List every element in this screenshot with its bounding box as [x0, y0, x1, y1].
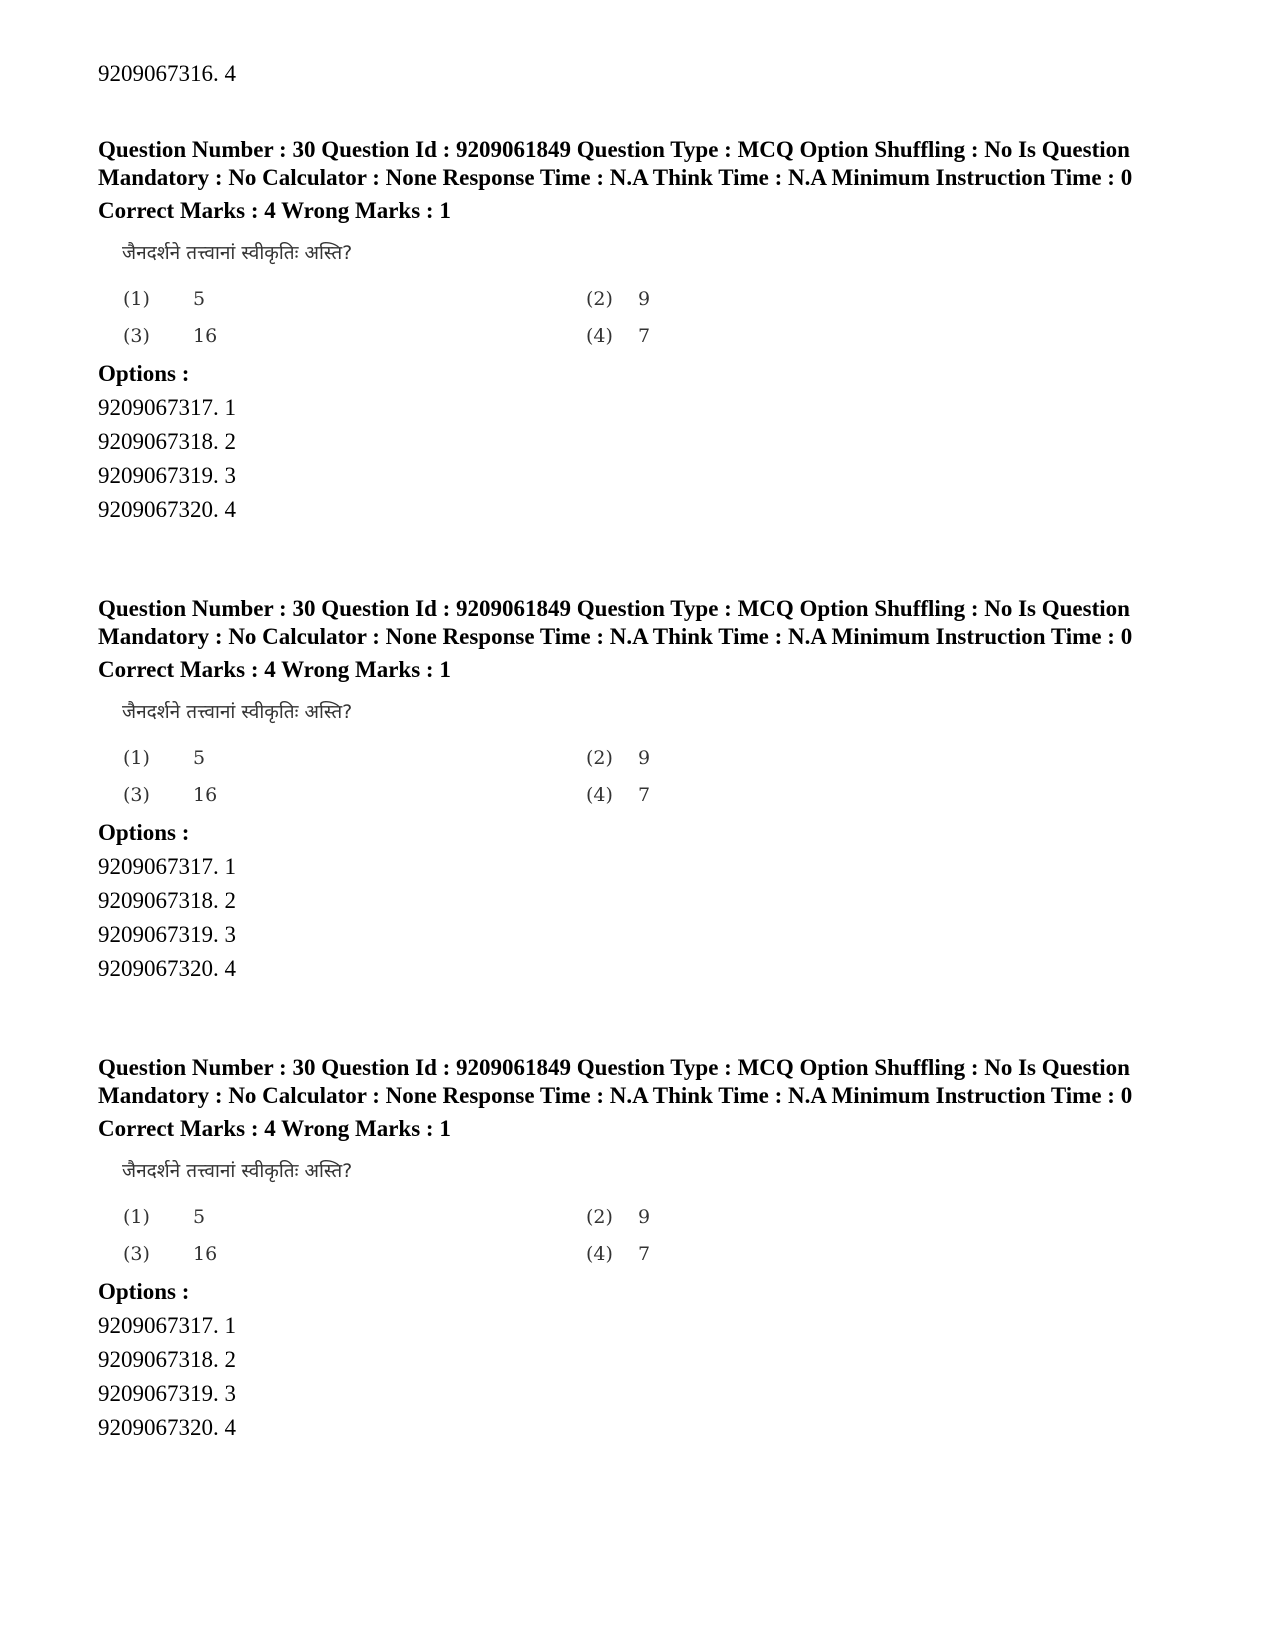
options-label: Options : — [98, 820, 190, 845]
choice-2 — [586, 1206, 650, 1228]
choice-value: 9 — [638, 288, 651, 310]
choice-4 — [586, 325, 650, 347]
option-id-line: 9209067319. 3 — [98, 922, 236, 947]
question-image — [98, 1143, 698, 1273]
choice-3 — [123, 1243, 217, 1265]
choice-3 — [123, 325, 217, 347]
choice-value: 5 — [193, 747, 206, 769]
choice-value: 16 — [193, 1243, 218, 1265]
choice-value: 5 — [193, 288, 206, 310]
question-block — [98, 1054, 1178, 1442]
question-image — [98, 684, 698, 814]
choice-number: (2) — [586, 1206, 613, 1228]
choice-value: 5 — [193, 1206, 206, 1228]
choice-value: 7 — [638, 325, 651, 347]
marks-line: Correct Marks : 4 Wrong Marks : 1 — [98, 657, 451, 682]
question-header: Question Number : 30 Question Id : 9209061849 Question Type : MCQ Option Shuffling : No Is Question Mandatory : No Calculator : None Response Time : N.A Think Time : N.A Minimum Instruction Time : 0 — [98, 596, 1133, 649]
options-label: Options : — [98, 1279, 190, 1304]
choice-1 — [123, 747, 205, 769]
choice-value: 16 — [193, 325, 218, 347]
question-image — [98, 225, 698, 355]
choice-4 — [586, 1243, 650, 1265]
option-id-line: 9209067318. 2 — [98, 888, 236, 913]
question-block — [98, 136, 1178, 524]
option-id-line: 9209067319. 3 — [98, 1381, 236, 1406]
choice-value: 7 — [638, 784, 651, 806]
option-id-line: 9209067317. 1 — [98, 1313, 236, 1338]
option-id-line: 9209067318. 2 — [98, 1347, 236, 1372]
option-id-line: 9209067318. 2 — [98, 429, 236, 454]
question-text: जैनदर्शने तत्त्वानां स्वीकृतिः अस्ति? — [122, 242, 353, 264]
choice-1 — [123, 288, 205, 310]
option-id-line: 9209067317. 1 — [98, 854, 236, 879]
choice-number: (3) — [123, 325, 150, 347]
choice-number: (1) — [123, 747, 150, 769]
choice-number: (2) — [586, 288, 613, 310]
choice-2 — [586, 288, 650, 310]
question-text: जैनदर्शने तत्त्वानां स्वीकृतिः अस्ति? — [122, 701, 353, 723]
option-id-line: 9209067320. 4 — [98, 1415, 236, 1440]
question-text: जैनदर्शने तत्त्वानां स्वीकृतिः अस्ति? — [122, 1160, 353, 1182]
choice-4 — [586, 784, 650, 806]
choice-value: 16 — [193, 784, 218, 806]
option-id-line: 9209067320. 4 — [98, 497, 236, 522]
question-block — [98, 595, 1178, 983]
choice-number: (4) — [586, 784, 613, 806]
choice-value: 7 — [638, 1243, 651, 1265]
choice-number: (4) — [586, 1243, 613, 1265]
choice-number: (2) — [586, 747, 613, 769]
options-label: Options : — [98, 361, 190, 386]
choice-value: 9 — [638, 1206, 651, 1228]
question-header: Question Number : 30 Question Id : 9209061849 Question Type : MCQ Option Shuffling : No Is Question Mandatory : No Calculator : None Response Time : N.A Think Time : N.A Minimum Instruction Time : 0 — [98, 1055, 1133, 1108]
option-id-line: 9209067319. 3 — [98, 463, 236, 488]
choice-number: (1) — [123, 1206, 150, 1228]
question-header: Question Number : 30 Question Id : 9209061849 Question Type : MCQ Option Shuffling : No Is Question Mandatory : No Calculator : None Response Time : N.A Think Time : N.A Minimum Instruction Time : 0 — [98, 137, 1133, 190]
choice-3 — [123, 784, 217, 806]
marks-line: Correct Marks : 4 Wrong Marks : 1 — [98, 1116, 451, 1141]
option-id-line: 9209067317. 1 — [98, 395, 236, 420]
choice-number: (3) — [123, 1243, 150, 1265]
choice-number: (3) — [123, 784, 150, 806]
previous-option-line: 9209067316. 4 — [98, 61, 236, 86]
choice-1 — [123, 1206, 205, 1228]
choice-2 — [586, 747, 650, 769]
choice-number: (1) — [123, 288, 150, 310]
option-id-line: 9209067320. 4 — [98, 956, 236, 981]
choice-number: (4) — [586, 325, 613, 347]
choice-value: 9 — [638, 747, 651, 769]
marks-line: Correct Marks : 4 Wrong Marks : 1 — [98, 198, 451, 223]
